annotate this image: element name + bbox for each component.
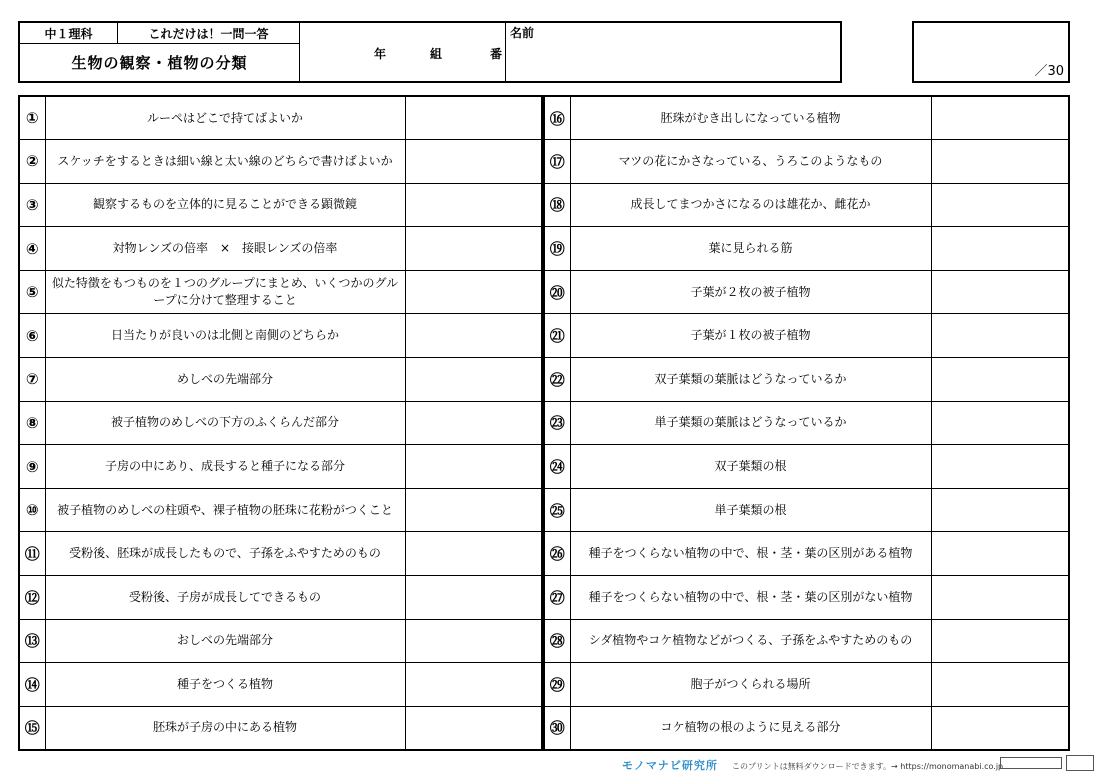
question-text: 被子植物のめしべの柱頭や、裸子植物の胚珠に花粉がつくこと <box>45 488 405 532</box>
subject-label: 中１理科 <box>20 23 118 44</box>
question-number: ⑥ <box>19 314 45 358</box>
answer-cell[interactable] <box>405 532 542 576</box>
question-text: おしべの先端部分 <box>45 619 405 663</box>
question-number: ⑱ <box>544 183 570 227</box>
question-table-left <box>18 95 543 751</box>
question-row <box>544 227 1069 271</box>
answer-cell[interactable] <box>931 663 1069 707</box>
question-number: ㉘ <box>544 619 570 663</box>
answer-cell[interactable] <box>405 270 542 314</box>
answer-cell[interactable] <box>405 706 542 750</box>
question-text: 受粉後、子房が成長してできるもの <box>45 576 405 620</box>
question-row <box>19 140 542 184</box>
question-number: ⑦ <box>19 358 45 402</box>
question-text: 成長してまつかさになるのは雄花か、雌花か <box>570 183 931 227</box>
question-row <box>19 488 542 532</box>
question-number: ⑬ <box>19 619 45 663</box>
header-info-box <box>18 21 842 83</box>
answer-cell[interactable] <box>405 619 542 663</box>
answer-cell[interactable] <box>405 401 542 445</box>
question-text: 種子をつくる植物 <box>45 663 405 707</box>
answer-cell[interactable] <box>931 619 1069 663</box>
question-row <box>19 314 542 358</box>
class-number-area <box>300 23 506 81</box>
question-number: ⑳ <box>544 270 570 314</box>
question-number: ㉗ <box>544 576 570 620</box>
question-number: ㉙ <box>544 663 570 707</box>
question-row <box>19 706 542 750</box>
question-number: ㉚ <box>544 706 570 750</box>
answer-cell[interactable] <box>931 576 1069 620</box>
question-row <box>19 576 542 620</box>
answer-cell[interactable] <box>405 314 542 358</box>
question-number: ④ <box>19 227 45 271</box>
answer-cell[interactable] <box>931 706 1069 750</box>
answer-cell[interactable] <box>405 227 542 271</box>
answer-cell[interactable] <box>931 270 1069 314</box>
question-number: ① <box>19 96 45 140</box>
question-row <box>544 358 1069 402</box>
answer-cell[interactable] <box>931 401 1069 445</box>
question-text: コケ植物の根のように見える部分 <box>570 706 931 750</box>
grade-label: 年 <box>374 47 387 61</box>
question-number: ⑯ <box>544 96 570 140</box>
question-row <box>544 140 1069 184</box>
question-number: ㉓ <box>544 401 570 445</box>
answer-cell[interactable] <box>931 358 1069 402</box>
question-text: 子房の中にあり、成長すると種子になる部分 <box>45 445 405 489</box>
question-text: 子葉が１枚の被子植物 <box>570 314 931 358</box>
footer-badge-icon <box>1000 757 1062 769</box>
question-text: 子葉が２枚の被子植物 <box>570 270 931 314</box>
question-text: 被子植物のめしべの下方のふくらんだ部分 <box>45 401 405 445</box>
question-text: 双子葉類の根 <box>570 445 931 489</box>
question-text: 双子葉類の葉脈はどうなっているか <box>570 358 931 402</box>
question-row <box>544 532 1069 576</box>
answer-cell[interactable] <box>931 183 1069 227</box>
question-text: 葉に見られる筋 <box>570 227 931 271</box>
footer-small-icon <box>1066 755 1094 771</box>
answer-cell[interactable] <box>405 96 542 140</box>
footer-notice: このプリントは無料ダウンロードできます。→ https://monomanabi.co.jp <box>732 762 1004 771</box>
question-text: ルーペはどこで持てばよいか <box>45 96 405 140</box>
question-number: ㉔ <box>544 445 570 489</box>
answer-cell[interactable] <box>931 532 1069 576</box>
question-number: ㉖ <box>544 532 570 576</box>
question-text: 胚珠がむき出しになっている植物 <box>570 96 931 140</box>
question-number: ⑫ <box>19 576 45 620</box>
question-text: 単子葉類の葉脈はどうなっているか <box>570 401 931 445</box>
score-total: ／30 <box>1034 64 1064 79</box>
class-label: 組 <box>430 47 443 61</box>
question-row <box>19 445 542 489</box>
question-number: ⑧ <box>19 401 45 445</box>
answer-cell[interactable] <box>405 358 542 402</box>
question-row <box>544 96 1069 140</box>
answer-cell[interactable] <box>405 576 542 620</box>
question-number: ⑲ <box>544 227 570 271</box>
question-text: 対物レンズの倍率 × 接眼レンズの倍率 <box>45 227 405 271</box>
question-text: 種子をつくらない植物の中で、根・茎・葉の区別がある植物 <box>570 532 931 576</box>
question-row <box>544 314 1069 358</box>
question-row <box>19 96 542 140</box>
score-box <box>912 21 1070 83</box>
question-row <box>19 619 542 663</box>
answer-cell[interactable] <box>405 183 542 227</box>
answer-cell[interactable] <box>931 140 1069 184</box>
answer-cell[interactable] <box>931 488 1069 532</box>
answer-cell[interactable] <box>405 140 542 184</box>
question-text: 似た特徴をもつものを１つのグループにまとめ、いくつかのグループに分けて整理すること <box>45 270 405 314</box>
question-number: ⑰ <box>544 140 570 184</box>
brand-logo: モノマナビ研究所 <box>622 759 718 772</box>
worksheet-title: 生物の観察・植物の分類 <box>20 44 300 81</box>
question-text: 種子をつくらない植物の中で、根・茎・葉の区別がない植物 <box>570 576 931 620</box>
question-text: 日当たりが良いのは北側と南側のどちらか <box>45 314 405 358</box>
question-row <box>544 183 1069 227</box>
question-number: ⑤ <box>19 270 45 314</box>
answer-cell[interactable] <box>931 445 1069 489</box>
question-number: ㉑ <box>544 314 570 358</box>
question-number: ㉕ <box>544 488 570 532</box>
series-label: これだけは！一問一答 <box>118 23 300 44</box>
question-row <box>19 358 542 402</box>
question-number: ⑭ <box>19 663 45 707</box>
question-text: マツの花にかさなっている、うろこのようなもの <box>570 140 931 184</box>
question-row <box>544 401 1069 445</box>
question-text: シダ植物やコケ植物などがつくる、子孫をふやすためのもの <box>570 619 931 663</box>
question-text: スケッチをするときは細い線と太い線のどちらで書けばよいか <box>45 140 405 184</box>
answer-cell[interactable] <box>931 314 1069 358</box>
question-row <box>19 183 542 227</box>
question-row <box>544 619 1069 663</box>
question-row <box>19 270 542 314</box>
question-row <box>544 445 1069 489</box>
answer-cell[interactable] <box>931 227 1069 271</box>
question-row <box>19 401 542 445</box>
question-text: 胞子がつくられる場所 <box>570 663 931 707</box>
question-row <box>544 576 1069 620</box>
question-number: ⑮ <box>19 706 45 750</box>
answer-cell[interactable] <box>931 96 1069 140</box>
question-text: 単子葉類の根 <box>570 488 931 532</box>
question-text: めしべの先端部分 <box>45 358 405 402</box>
question-number: ⑨ <box>19 445 45 489</box>
question-table-right <box>543 95 1070 751</box>
question-text: 胚珠が子房の中にある植物 <box>45 706 405 750</box>
answer-cell[interactable] <box>405 445 542 489</box>
question-text: 受粉後、胚珠が成長したもので、子孫をふやすためのもの <box>45 532 405 576</box>
answer-cell[interactable] <box>405 663 542 707</box>
question-row <box>19 663 542 707</box>
question-number: ⑩ <box>19 488 45 532</box>
question-number: ㉒ <box>544 358 570 402</box>
question-row <box>544 663 1069 707</box>
question-number: ② <box>19 140 45 184</box>
question-row <box>544 488 1069 532</box>
number-label: 番 <box>490 47 503 61</box>
question-row <box>544 270 1069 314</box>
name-label: 名前 <box>510 26 535 40</box>
question-row <box>544 706 1069 750</box>
question-text: 観察するものを立体的に見ることができる顕微鏡 <box>45 183 405 227</box>
question-number: ③ <box>19 183 45 227</box>
question-row <box>19 227 542 271</box>
question-row <box>19 532 542 576</box>
question-number: ⑪ <box>19 532 45 576</box>
answer-cell[interactable] <box>405 488 542 532</box>
